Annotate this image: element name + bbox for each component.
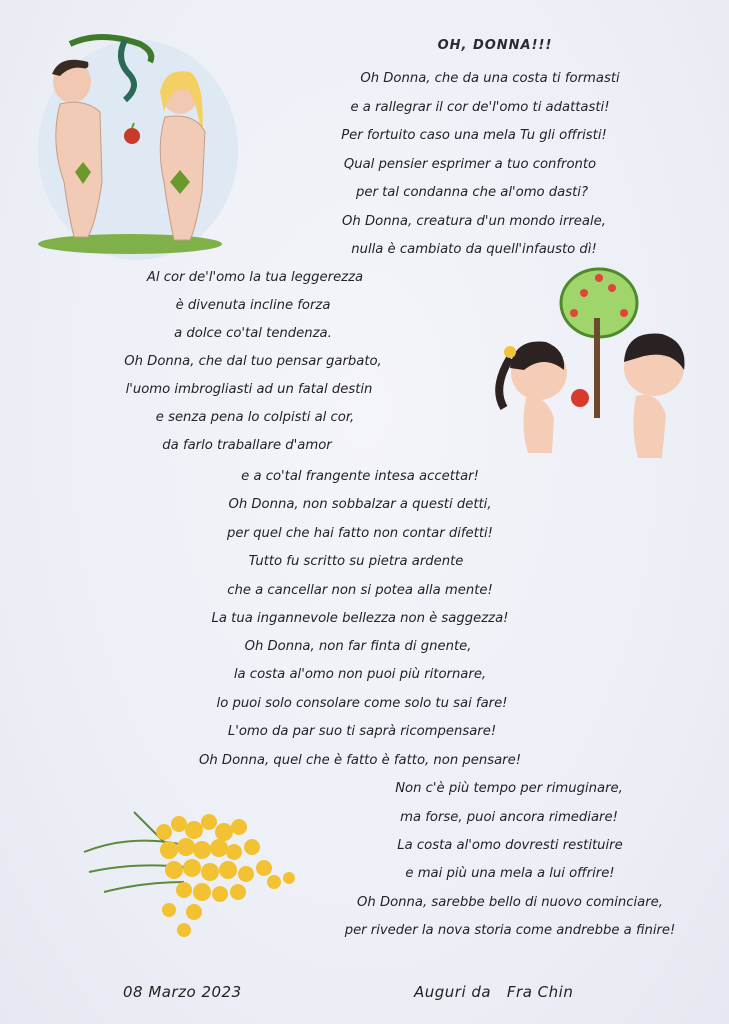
poem-line: per quel che hai fatto non contar difetti! [227, 526, 493, 541]
adam-eve-illustration [30, 32, 245, 262]
poem-line: ma forse, puoi ancora rimediare! [400, 810, 618, 825]
poem-line: per tal condanna che al'omo dasti? [356, 185, 588, 200]
poem-line: da farlo traballare d'amor [162, 438, 332, 453]
poem-line: Oh Donna, quel che è fatto è fatto, non pensare! [199, 753, 521, 768]
poem-line: Per fortuito caso una mela Tu gli offristi! [341, 128, 607, 143]
poem-line: e mai più una mela a lui offrire! [405, 866, 615, 881]
poem-line: e a co'tal frangente intesa accettar! [241, 469, 479, 484]
poem-line: Oh Donna, creatura d'un mondo irreale, [342, 214, 606, 229]
poem-line: e a rallegrar il cor de'l'omo ti adattasti! [350, 100, 610, 115]
poem-line: la costa al'omo non puoi più ritornare, [233, 667, 487, 682]
poem-line: per riveder la nova storia come andrebbe a finire! [344, 923, 676, 938]
poem-line: l'uomo imbrogliasti ad un fatal destin [125, 382, 373, 397]
footer-date: 08 Marzo 2023 [123, 983, 242, 1001]
poem-line: La tua ingannevole bellezza non è saggezza! [211, 611, 509, 626]
poem-line: nulla è cambiato da quell'infausto dì! [351, 242, 597, 257]
poem-line: e senza pena lo colpisti al cor, [155, 410, 355, 425]
poem-line: Oh Donna, non far finta di gnente, [244, 639, 472, 654]
poem-line: Oh Donna, sarebbe bello di nuovo cominciare, [357, 895, 663, 910]
poem-line: La costa al'omo dovresti restituire [397, 838, 623, 853]
poem-line: Oh Donna, non sobbalzar a questi detti, [228, 497, 492, 512]
poem-line: è divenuta incline forza [175, 298, 331, 313]
poem-line: lo puoi solo consolare come solo tu sai fare! [216, 696, 508, 711]
poem-line: che a cancellar non si potea alla mente! [227, 583, 493, 598]
poem-line: Al cor de'l'omo la tua leggerezza [146, 270, 364, 285]
footer-greeting: Auguri da Fra Chin [414, 983, 574, 1001]
poem-line: Oh Donna, che da una costa ti formasti [360, 71, 620, 86]
poem-line: a dolce co'tal tendenza. [174, 326, 332, 341]
poem-line: Tutto fu scritto su pietra ardente [248, 554, 464, 569]
poem-line: Non c'è più tempo per rimuginare, [395, 781, 623, 796]
children-tree-illustration [484, 258, 699, 468]
poem-title: OH, DONNA!!! [437, 38, 553, 53]
poem-line: Oh Donna, che dal tuo pensar garbato, [124, 354, 382, 369]
poem-line: Qual pensier esprimer a tuo confronto [343, 157, 597, 172]
poem-line: L'omo da par suo ti saprà ricompensare! [227, 724, 497, 739]
mimosa-flowers-illustration [74, 792, 304, 942]
